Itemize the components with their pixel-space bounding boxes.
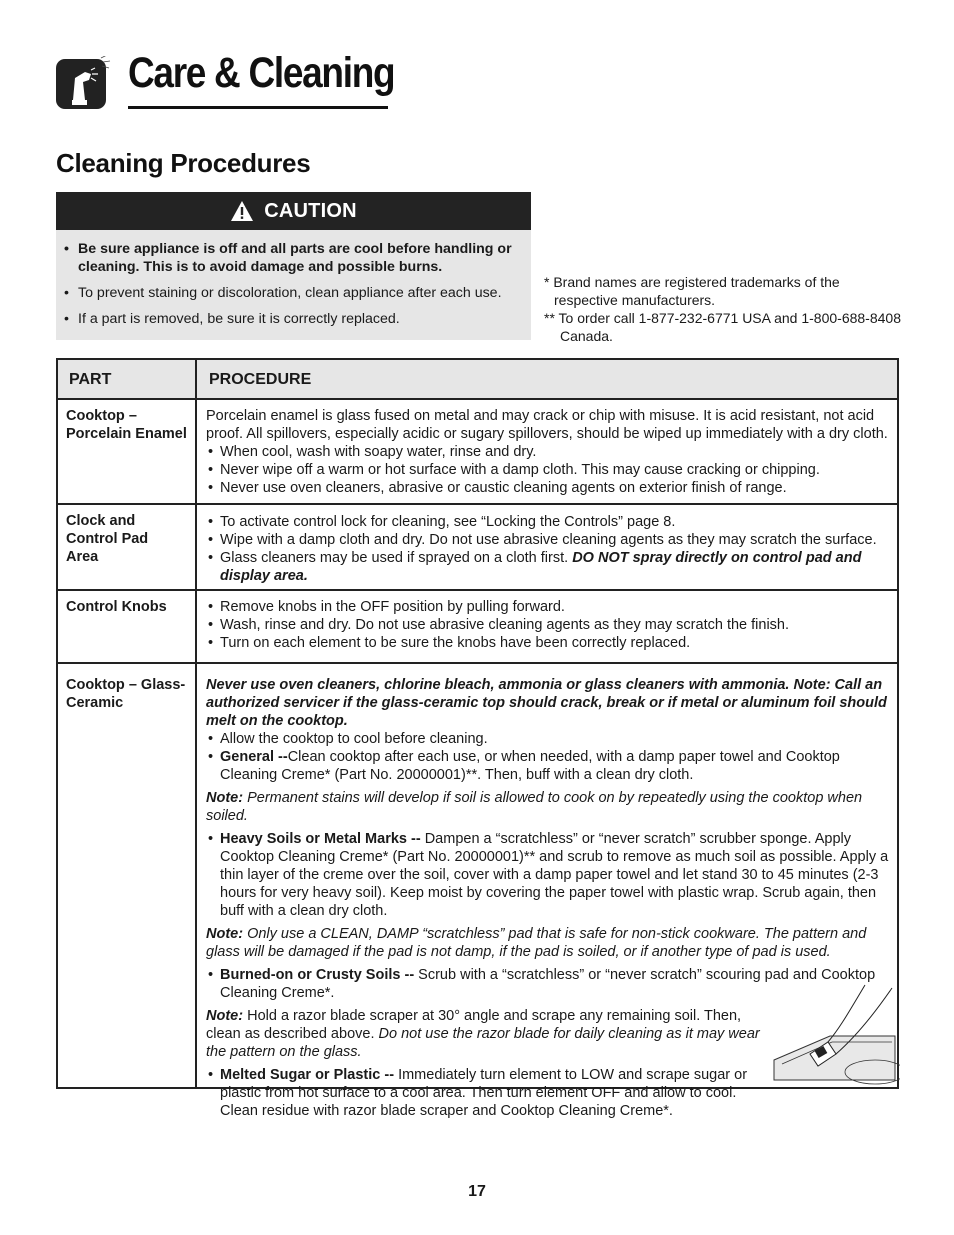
note-label: Note: — [206, 1008, 244, 1024]
procedure-bullet: • Remove knobs in the OFF position by pulling forward. — [206, 598, 892, 616]
procedure-bullet — [206, 549, 892, 585]
caution-item: • Be sure appliance is off and all parts are cool before handling or cleaning. This is to avoid damage and possible burns. — [78, 240, 521, 276]
procedure-intro: Porcelain enamel is glass fused on metal and may crack or chip with misuse. It is acid resistant, not acid proof. All spillovers, especially acidic or sugary spillovers, should be wiped up immediately with a dry cloth. — [206, 408, 888, 442]
bullet-text: Dampen a “scratchless” or “never scratch” scrubber sponge. Apply Cooktop Cleaning Creme* (Part No. 20000001)** and scrub to remove as much soil as possible. Apply a thin layer of the creme over the soil, cover with a damp paper towel and let stand 30 to 45 minutes (2-3 hours for very heavy soil). Keep moist by covering the paper towel with plastic wrap. Scrub again, then buff with a clean dry cloth. — [220, 831, 889, 919]
razor-scraper-illustration — [770, 980, 900, 1086]
section-title: Cleaning Procedures — [56, 148, 311, 178]
footnotes — [544, 273, 904, 345]
caution-item: • To prevent staining or discoloration, clean appliance after each use. — [78, 284, 521, 302]
procedure-bullet: • Wash, rinse and dry. Do not use abrasive cleaning agents as they may scratch the finish. — [206, 616, 892, 634]
procedure-bullet: • To activate control lock for cleaning, see “Locking the Controls” page 8. — [206, 513, 892, 531]
note-text: Only use a CLEAN, DAMP “scratchless” pad that is safe for non-stick cookware. The pattern and glass will be damaged if the pad is not damp, if the pad is soiled, or if another type of pad is used. — [206, 926, 867, 960]
procedure-text — [206, 407, 892, 497]
procedure-bullet-emphasis: DO NOT spray directly on control pad and display area. — [220, 550, 862, 584]
procedure-bullet: • Wipe with a damp cloth and dry. Do not use abrasive cleaning agents as they may scratch the surface. — [206, 531, 892, 549]
page-title: Care & Cleaning — [128, 49, 395, 97]
part-name: Cooktop – Glass-Ceramic — [66, 677, 186, 711]
note-text: Permanent stains will develop if soil is allowed to cook on by repeatedly using the cooktop when soiled. — [206, 790, 863, 824]
procedure-note — [206, 925, 892, 961]
procedure-text — [206, 513, 892, 585]
bullet-label: Melted Sugar or Plastic -- — [220, 1067, 395, 1083]
procedure-note — [206, 1007, 766, 1061]
bullet-label: Heavy Soils or Metal Marks -- — [220, 831, 421, 847]
column-header-part: PART — [69, 371, 112, 388]
procedure-bullet — [206, 1066, 766, 1120]
warning-icon — [230, 200, 254, 222]
procedure-bullet-text: Glass cleaners may be used if sprayed on a cloth first. — [220, 550, 573, 566]
caution-item: • If a part is removed, be sure it is correctly replaced. — [78, 310, 521, 328]
caution-body — [56, 230, 531, 340]
caution-header — [56, 192, 531, 230]
procedure-bullet: • Never use oven cleaners, abrasive or caustic cleaning agents on exterior finish of range. — [206, 479, 892, 497]
procedure-bullet: • Turn on each element to be sure the knobs have been correctly replaced. — [206, 634, 892, 652]
bullet-text: Immediately turn element to LOW and scrape sugar or plastic from hot surface to a cool area. Then turn element OFF and allow to cool. Clean residue with razor blade scraper and Cooktop Cleaning Creme*. — [220, 1067, 748, 1119]
procedure-bullet — [206, 748, 892, 784]
title-underline — [128, 106, 388, 109]
procedure-bullet — [206, 830, 892, 920]
procedure-warning: Never use oven cleaners, chlorine bleach, ammonia or glass cleaners with ammonia. Note: Call an authorized servicer if the glass-ceramic top should crack, break or if metal or aluminum foil should melt on the cooktop. — [206, 677, 887, 729]
caution-label: CAUTION — [264, 199, 357, 222]
column-divider — [195, 360, 197, 1087]
table-row — [58, 398, 897, 503]
bullet-text: Scrub with a “scratchless” or “never scratch” scouring pad and Cooktop Cleaning Creme*. — [220, 967, 876, 1001]
note-text: Hold a razor blade scraper at 30° angle and scrape any remaining soil. Then, clean as described above. — [206, 1008, 742, 1042]
procedure-bullet: • Never wipe off a warm or hot surface with a damp cloth. This may cause cracking or chipping. — [206, 461, 892, 479]
note-text-italic: Do not use the razor blade for daily cleaning as it may wear the pattern on the glass. — [206, 1026, 760, 1060]
column-header-procedure: PROCEDURE — [209, 371, 312, 388]
table-row — [58, 589, 897, 662]
part-name: Control Knobs — [66, 599, 167, 615]
table-row — [58, 503, 897, 589]
spray-bottle-icon — [55, 56, 111, 112]
table-header-row — [58, 360, 897, 398]
procedure-note — [206, 789, 892, 825]
trademark-note: * Brand names are registered trademarks of the respective manufacturers. — [544, 274, 840, 308]
procedure-text — [206, 598, 892, 652]
procedure-bullet: • Allow the cooktop to cool before cleaning. — [206, 730, 892, 748]
bullet-label: Burned-on or Crusty Soils -- — [220, 967, 415, 983]
bullet-text: Clean cooktop after each use, or when needed, with a damp paper towel and Cooktop Cleaning Creme* (Part No. 20000001)**. Then, buff with a clean dry cloth. — [220, 749, 840, 783]
bullet-label: General -- — [220, 749, 288, 765]
procedure-bullet: • When cool, wash with soapy water, rinse and dry. — [206, 443, 892, 461]
note-label: Note: — [206, 926, 244, 942]
part-name: Clock and Control Pad Area — [66, 513, 149, 565]
note-label: Note: — [206, 790, 244, 806]
order-note: ** To order call 1-877-232-6771 USA and 1-800-688-8408 Canada. — [544, 310, 901, 344]
page-number: 17 — [468, 1183, 486, 1200]
part-name: Cooktop – Porcelain Enamel — [66, 408, 187, 442]
